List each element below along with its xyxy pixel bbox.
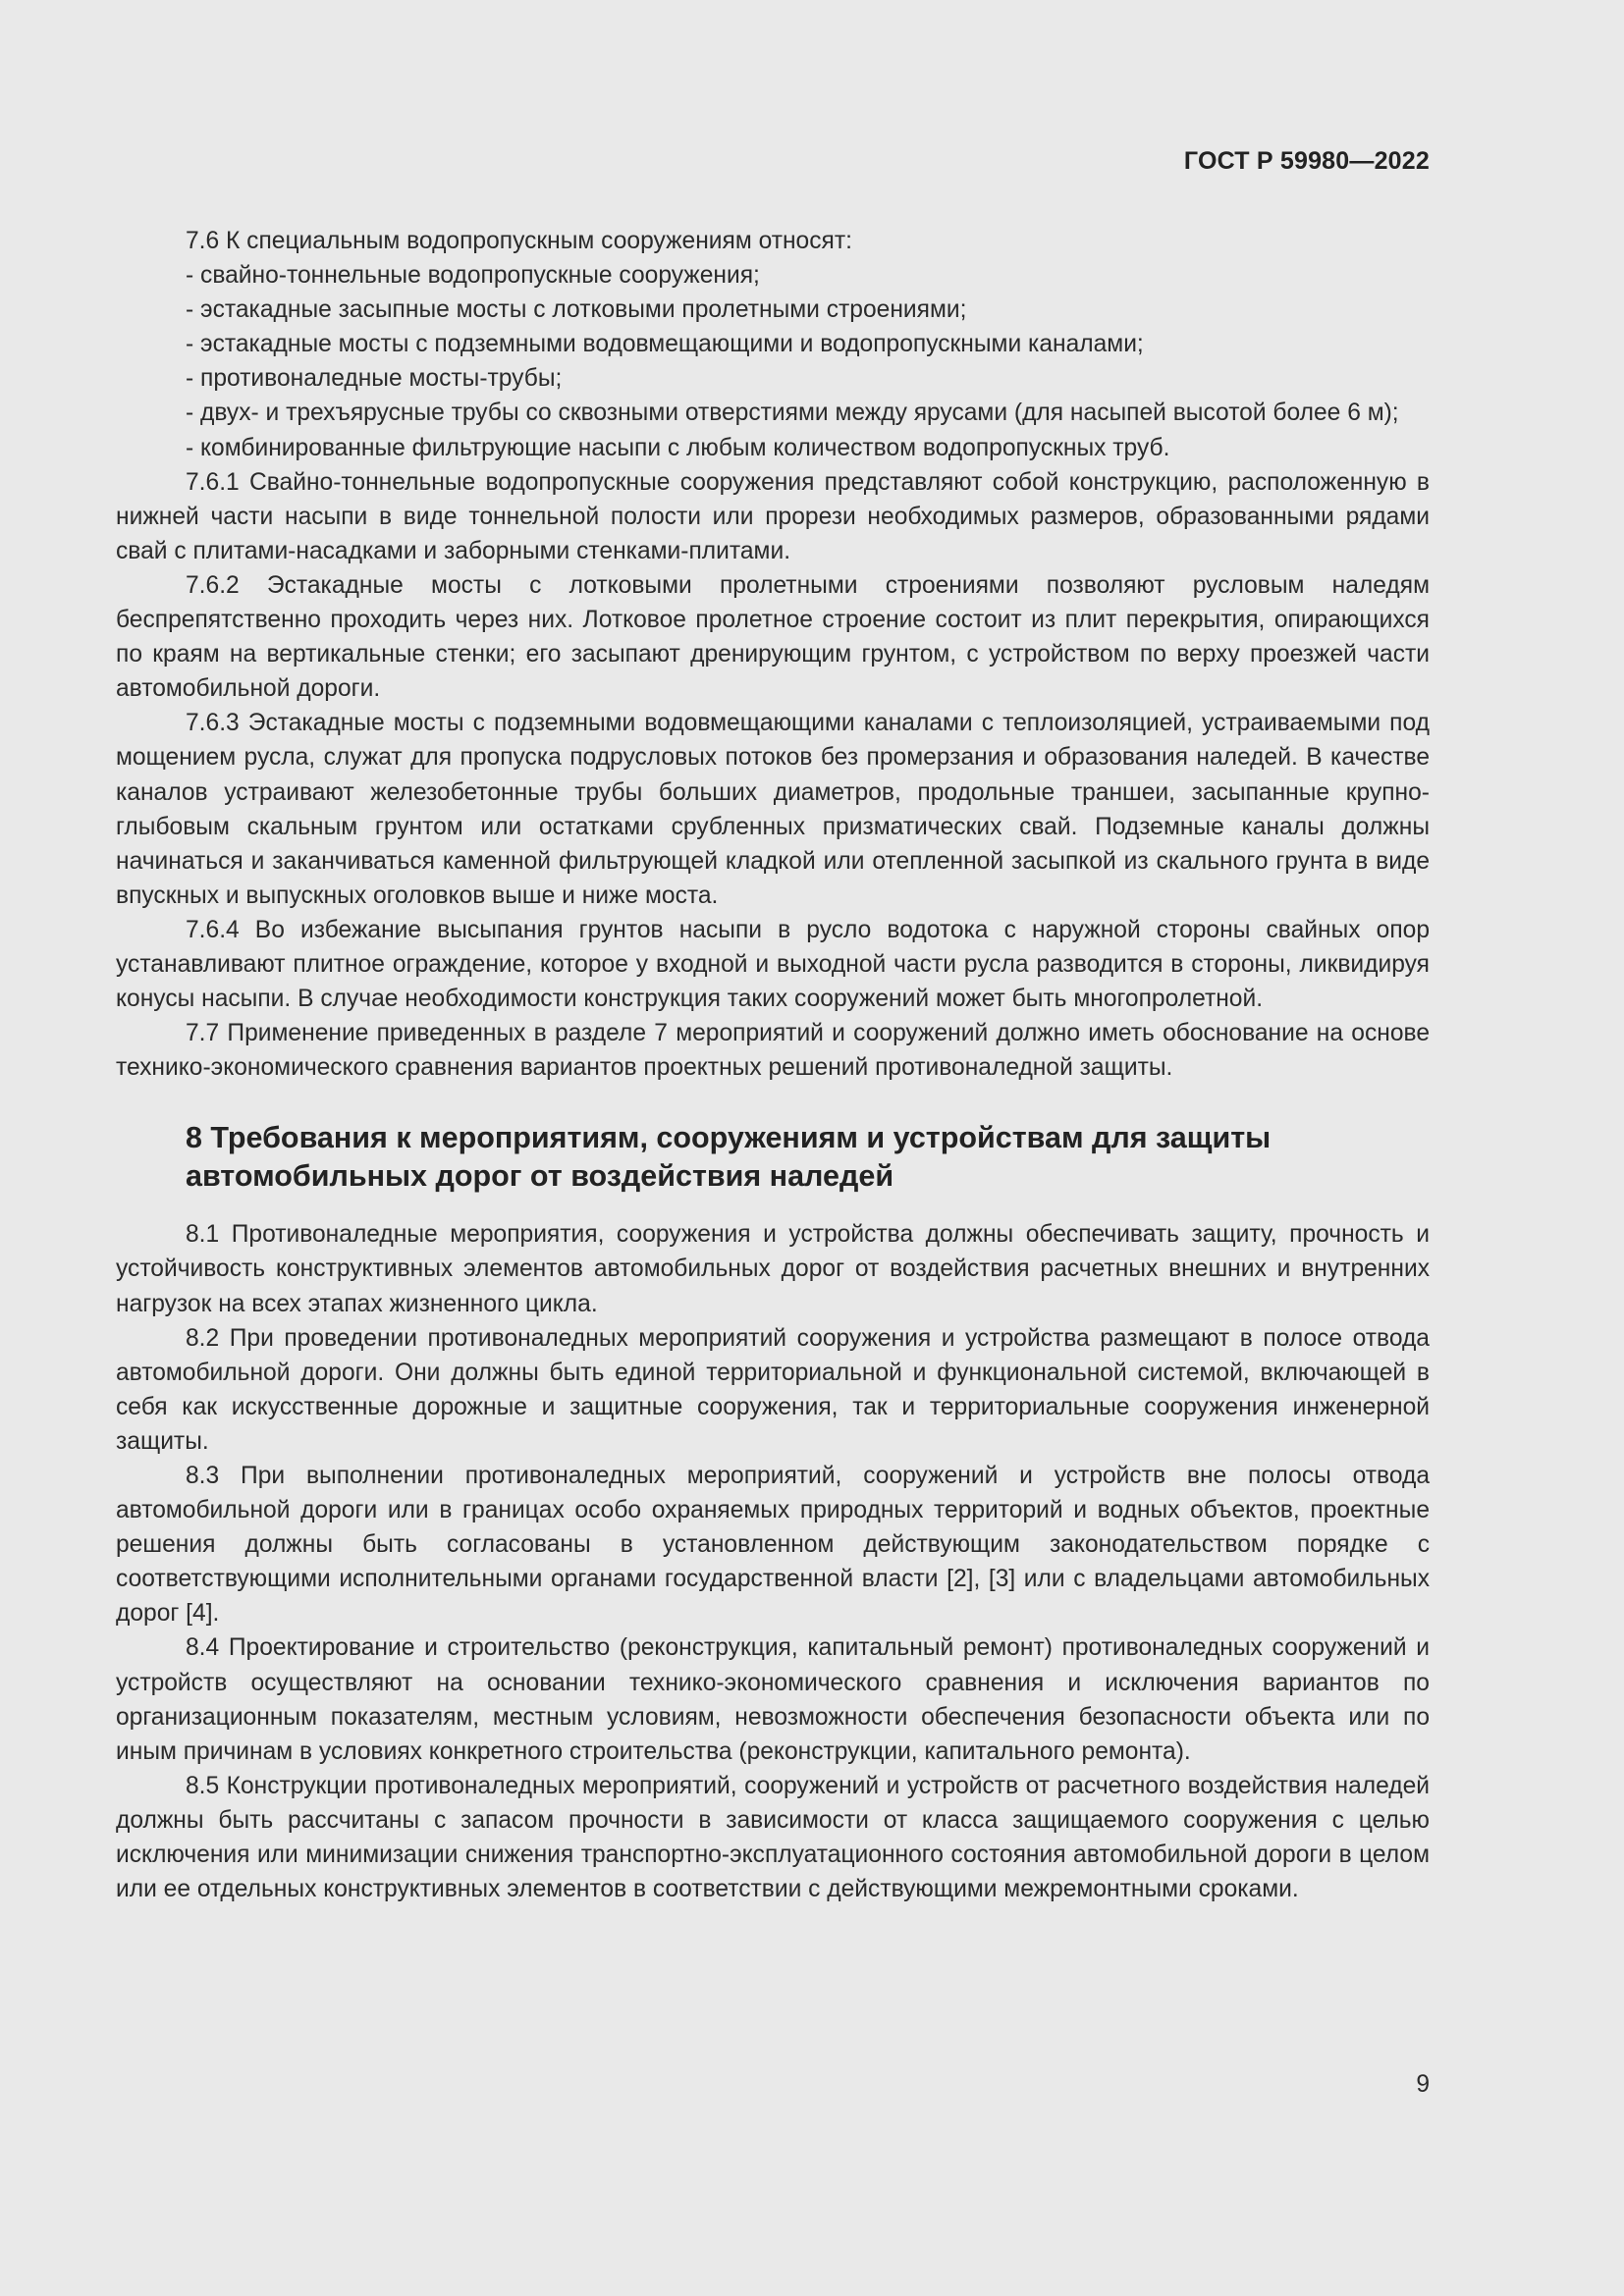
list-item: - комбинированные фильтрующие насыпи с любым количеством водопропускных труб. — [186, 434, 1170, 461]
paragraph-7-6-4: 7.6.4 Во избежание высыпания грунтов насыпи в русло водотока с наружной стороны свайных опор устанавливают плитное ограждение, которое у входной и выходной части русла разводится в стороны, ликвидируя конусы насыпи. В случае необходимости конструкция таких сооружений может быть многопролетной. — [116, 916, 1430, 1013]
paragraph-8-5: 8.5 Конструкции противоналедных мероприятий, сооружений и устройств от расчетного воздействия наледей должны быть рассчитаны с запасом прочности в зависимости от класса защищаемого сооружения с целью исключения или минимизации снижения транспортно-эксплуатационного состояния автомобильной дороги в целом или ее отдельных конструктивных элементов в соответствии с действующими межремонтными сроками. — [116, 1772, 1430, 1903]
list-item: - свайно-тоннельные водопропускные сооружения; — [186, 262, 760, 290]
section-8-heading — [186, 1119, 1430, 1196]
paragraph-8-3: 8.3 При выполнении противоналедных мероприятий, сооружений и устройств вне полосы отвода автомобильной дороги или в границах особо охраняемых природных территорий и водных объектов, проектные решения должны быть согласованы в установленном действующим законодательством порядке с соответствующими исполнительными органами государственной власти [2], [3] или с владельцами автомобильных дорог [4]. — [116, 1463, 1430, 1628]
paragraph-8-2: 8.2 При проведении противоналедных мероприятий сооружения и устройства размещают в полосе отвода автомобильной дороги. Они должны быть единой территориальной и функциональной системой, включающей в себя как искусственные дорожные и защитные сооружения, так и территориальные сооружения инженерной защиты. — [116, 1324, 1430, 1455]
list-item: - эстакадные засыпные мосты с лотковыми пролетными строениями; — [186, 296, 967, 324]
list-item: - противоналедные мосты-трубы; — [186, 365, 563, 393]
paragraph-7-6-3: 7.6.3 Эстакадные мосты с подземными водовмещающими каналами с теплоизоляцией, устраиваемыми под мощением русла, служат для пропуска подрусловых потоков без промерзания и образования наледей. В качестве каналов устраивают железобетонные трубы больших диаметров, продольные траншеи, засыпанные крупно-глыбовым скальным грунтом или остатками срубленных призматических свай. Подземные каналы должны начинаться и заканчиваться каменной фильтрующей кладкой или отепленной засыпкой из скального грунта в виде впускных и выпускных оголовков выше и ниже моста. — [116, 710, 1430, 909]
section-8-heading-line1: 8 Требования к мероприятиям, сооружениям и устройствам для защиты — [186, 1121, 1272, 1155]
list-item: - двух- и трехъярусные трубы со сквозными отверстиями между ярусами (для насыпей высотой более 6 м); — [186, 400, 1399, 427]
paragraph-8-1: 8.1 Противоналедные мероприятия, сооружения и устройства должны обеспечивать защиту, прочность и устойчивость конструктивных элементов автомобильных дорог от воздействия расчетных внешних и внутренних нагрузок на всех этапах жизненного цикла. — [116, 1221, 1430, 1317]
page-number: 9 — [1416, 2071, 1430, 2098]
section-8-heading-line2: автомобильных дорог от воздействия наледей — [186, 1159, 894, 1194]
paragraph-7-7: 7.7 Применение приведенных в разделе 7 мероприятий и сооружений должно иметь обоснование на основе технико-экономического сравнения вариантов проектных решений противоналедной защиты. — [116, 1020, 1430, 1082]
paragraph-7-6-1: 7.6.1 Свайно-тоннельные водопропускные сооружения представляют собой конструкцию, расположенную в нижней части насыпи в виде тоннельной полости или прорези необходимых размеров, образованными рядами свай с плитами-насадками и заборными стенками-плитами. — [116, 468, 1430, 564]
document-code-header: ГОСТ Р 59980—2022 — [1183, 147, 1430, 175]
paragraph-8-4: 8.4 Проектирование и строительство (реконструкция, капитальный ремонт) противоналедных сооружений и устройств осуществляют на основании технико-экономического сравнения и исключения вариантов по организационным показателям, местным условиям, невозможности обеспечения безопасности объекта или по иным причинам в условиях конкретного строительства (реконструкции, капитального ремонта). — [116, 1634, 1430, 1765]
paragraph-7-6-2: 7.6.2 Эстакадные мосты с лотковыми пролетными строениями позволяют русловым наледям беспрепятственно проходить через них. Лотковое пролетное строение состоит из плит перекрытия, опирающихся по краям на вертикальные стенки; его засыпают дренирующим грунтом, с устройством по верху проезжей части автомобильной дороги. — [116, 571, 1430, 703]
list-item: - эстакадные мосты с подземными водовмещающими и водопропускными каналами; — [186, 331, 1144, 358]
paragraph-7-6: 7.6 К специальным водопропускным сооружениям относят: — [186, 228, 852, 254]
document-body — [116, 224, 1430, 1906]
